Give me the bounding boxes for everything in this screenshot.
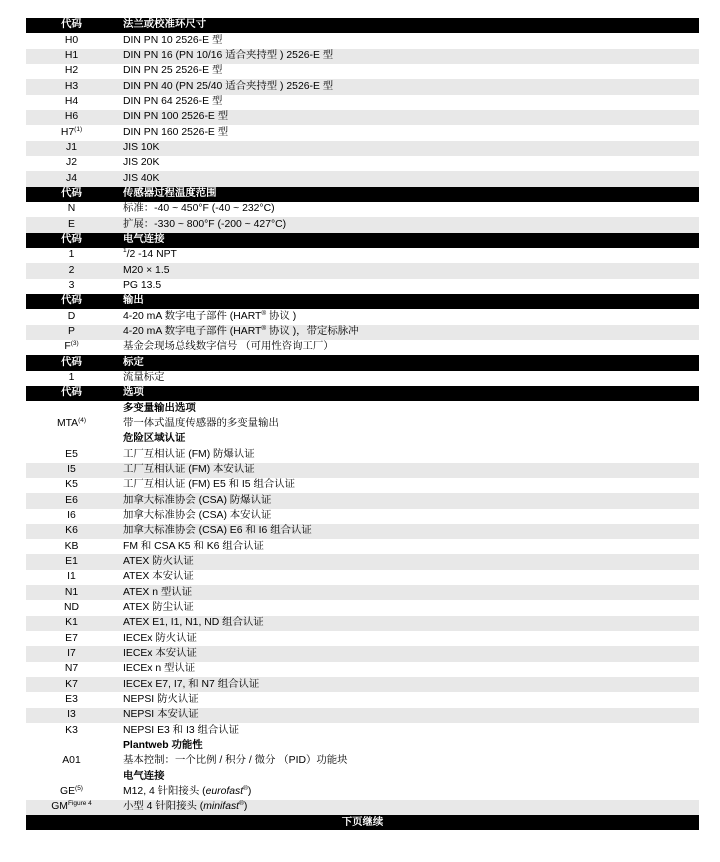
table-row [26,509,699,524]
table-row [26,141,699,156]
code-cell [26,281,117,291]
code-text: ND [63,601,79,613]
code-text: J1 [66,142,77,154]
description-text: 带一体式温度传感器的多变量输出 [123,417,279,429]
description-cell [117,82,699,92]
code-cell [26,802,117,812]
description-text: JIS 20K [123,157,160,169]
code-text: E1 [65,555,78,567]
description-cell [117,373,699,383]
code-cell [26,235,117,245]
code-cell [26,664,117,674]
description-tail: ) [247,785,252,797]
code-text: 3 [68,280,75,292]
table-row [26,600,699,615]
description-text: 加拿大标准协会 (CSA) E6 和 I6 组合认证 [123,525,312,537]
description-text: DIN PN 100 2526-E 型 [123,111,229,123]
description-cell [117,664,699,674]
description-text: 工厂互相认证 (FM) E5 和 I5 组合认证 [123,479,296,491]
table-row [26,202,699,217]
description-text: ATEX 本安认证 [123,571,194,583]
description-cell [117,220,699,230]
description-cell [117,480,699,490]
code-text: E [68,218,75,230]
table-row [26,171,699,186]
description-text: DIN PN 25 2526-E 型 [123,65,223,77]
description-cell [117,784,699,797]
description-text: IECEx n 型认证 [123,663,196,675]
description-text: 4-20 mA 数字电子部件 (HART [123,310,262,322]
table-row [26,217,699,232]
description-text: 工厂互相认证 (FM) 防爆认证 [123,448,255,460]
code-text: D [67,310,76,322]
code-text: J4 [66,172,77,184]
code-text: 代码 [61,387,82,399]
code-cell [26,358,117,368]
table-row [26,110,699,125]
code-cell [26,588,117,598]
code-cell [26,51,117,61]
code-cell [26,465,117,475]
code-text: J2 [66,157,77,169]
section-header-row [26,233,699,248]
description-cell [117,20,699,30]
code-text: N [67,203,76,215]
code-cell [26,603,117,613]
section-header-row [26,386,699,401]
table-row [26,447,699,462]
code-text: K5 [65,479,78,491]
table-row [26,708,699,723]
code-cell [26,496,117,506]
description-text: NEPSI E3 和 I3 组合认证 [123,724,240,736]
code-cell [26,189,117,199]
section-header-row [26,355,699,370]
table-row [26,95,699,110]
description-text: 扩展：-330 ~ 800°F (-200 ~ 427°C) [123,218,287,230]
description-text: 电气连接 [123,234,165,246]
description-text: DIN PN 40 (PN 25/40 适合夹持型 ) 2526-E 型 [123,80,334,92]
code-cell [26,373,117,383]
code-text: H2 [64,65,79,77]
description-text: 标准：-40 ~ 450°F (-40 ~ 232°C) [123,203,275,215]
table-row [26,309,699,324]
code-text: GE [60,785,76,797]
table-row [26,33,699,48]
description-text: PG 13.5 [123,280,162,292]
table-row [26,125,699,140]
section-header-row [26,187,699,202]
code-cell [26,342,117,352]
code-text: 1 [68,249,75,261]
description-text: 基本控制：一个比例 / 积分 / 微分 （PID）功能块 [123,755,348,767]
description-cell [117,66,699,76]
code-text: I5 [67,463,76,475]
subsection-row [26,432,699,447]
description-text: 加拿大标准协会 (CSA) 防爆认证 [123,494,272,506]
table-row [26,493,699,508]
section-header-row [26,18,699,33]
description-cell [117,204,699,214]
code-footnote: (5) [75,784,83,792]
description-cell [117,281,699,291]
description-text: IECEx E7, I7, 和 N7 组合认证 [123,678,260,690]
code-cell [26,511,117,521]
table-row [26,554,699,569]
description-text: M20 × 1.5 [123,264,170,276]
code-cell [26,250,117,260]
description-cell [117,342,699,352]
description-text: 电气连接 [123,770,165,782]
code-text: H7 [60,126,75,138]
description-cell [117,97,699,107]
code-cell [26,557,117,567]
description-tail: 协议 )，带定标脉冲 [266,326,359,338]
code-cell [26,710,117,720]
code-cell [26,296,117,306]
description-text: 选项 [123,387,144,399]
code-cell [26,174,117,184]
registered-mark: ® [243,784,248,792]
code-text: P [68,326,75,338]
description-text: 流量标定 [123,372,165,383]
code-text: 代码 [61,234,82,246]
description-cell [117,158,699,168]
code-footnote: Figure 4 [67,800,92,808]
subsection-row [26,401,699,416]
connector-brand: eurofast [205,785,244,797]
code-text: N7 [64,663,79,675]
description-cell [117,51,699,61]
subsection-row [26,769,699,784]
table-row [26,279,699,294]
code-footnote: (1) [74,125,83,133]
registered-mark: ® [261,309,267,317]
code-cell [26,66,117,76]
description-cell [117,756,699,766]
code-cell [26,618,117,628]
code-cell [26,158,117,168]
code-cell [26,726,117,736]
description-cell [117,189,699,199]
code-cell [26,572,117,582]
code-cell [26,143,117,153]
table-row [26,79,699,94]
code-cell [26,695,117,705]
description-cell [117,603,699,613]
table-row [26,263,699,278]
description-text: DIN PN 10 2526-E 型 [123,34,223,46]
description-text: /2 -14 NPT [126,249,177,261]
table-row [26,723,699,738]
description-cell [117,266,699,276]
code-cell [26,327,117,337]
code-text: N1 [64,586,79,598]
subsection-row [26,738,699,753]
description-text: ATEX E1, I1, N1, ND 组合认证 [123,617,264,629]
description-cell [117,588,699,598]
code-text: E6 [65,494,78,506]
code-text: 代码 [61,188,82,200]
description-cell [117,36,699,46]
code-text: MTA [56,417,79,429]
description-text: DIN PN 160 2526-E 型 [123,126,229,138]
code-cell [26,204,117,214]
description-cell [117,772,699,782]
table-row [26,340,699,355]
connector-brand: minifast [203,801,240,813]
code-cell [26,450,117,460]
description-cell [117,112,699,122]
code-cell [26,97,117,107]
code-cell [26,784,117,797]
description-cell [117,296,699,306]
description-cell [117,358,699,368]
code-text: E3 [65,693,78,705]
description-cell [117,496,699,506]
description-text: NEPSI 防火认证 [123,693,199,705]
code-cell [26,526,117,536]
code-text: I3 [67,709,76,721]
table-row [26,677,699,692]
code-cell [26,634,117,644]
description-text: 4-20 mA 数字电子部件 (HART [123,326,262,338]
description-text: 法兰或校准环尺寸 [123,19,207,31]
description-text: FM 和 CSA K5 和 K6 组合认证 [123,540,264,552]
code-text: H3 [64,80,79,92]
description-cell [117,327,699,337]
description-cell [117,634,699,644]
code-text: A01 [62,755,81,767]
code-cell [26,82,117,92]
table-row [26,248,699,263]
description-cell [117,419,699,429]
code-text: K1 [65,617,78,629]
code-cell [26,266,117,276]
code-text: I6 [67,509,76,521]
description-text: 加拿大标准协会 (CSA) 本安认证 [123,509,272,521]
code-text: KB [64,540,79,552]
description-text: NEPSI 本安认证 [123,709,199,721]
table-row [26,616,699,631]
code-cell [26,416,117,429]
continued-label: 下页继续 [341,816,384,828]
description-cell [117,618,699,628]
description-cell [117,802,699,812]
table-row [26,692,699,707]
description-cell [117,649,699,659]
code-text: GM [51,801,68,813]
description-cell [117,710,699,720]
description-cell [117,309,699,322]
description-cell [117,143,699,153]
description-text: 标定 [123,356,144,368]
code-text: 代码 [61,356,82,368]
description-cell [117,450,699,460]
code-cell [26,388,117,398]
section-header-row [26,294,699,309]
description-text: JIS 40K [123,172,160,184]
table-row [26,784,699,799]
description-cell [117,235,699,245]
fraction-numerator: 1 [123,247,127,255]
table-row [26,49,699,64]
description-cell [117,695,699,705]
description-text: 基金会现场总线数字信号 （可用性咨询工厂） [123,341,334,353]
table-row [26,478,699,493]
code-text: E5 [65,448,78,460]
table-row [26,646,699,661]
description-text: 输出 [123,295,144,307]
description-cell [117,511,699,521]
description-cell [117,388,699,398]
description-cell [117,404,699,414]
table-row [26,64,699,79]
table-row [26,371,699,386]
table-row [26,417,699,432]
code-cell [26,542,117,552]
code-text: K3 [65,724,78,736]
code-text: 1 [68,372,75,383]
description-cell [117,465,699,475]
code-text: K6 [65,525,78,537]
description-text: Plantweb 功能性 [123,739,203,751]
description-text: DIN PN 16 (PN 10/16 适合夹持型 ) 2526-E 型 [123,50,334,62]
description-tail: 协议 ) [266,310,297,322]
code-text: 2 [68,264,75,276]
description-text: IECEx 本安认证 [123,647,197,659]
description-text: JIS 10K [123,142,160,154]
table-row [26,800,699,815]
table-row [26,754,699,769]
table-row [26,156,699,171]
description-text: M12, 4 针阳接头 ( [123,785,206,797]
description-text: 传感器过程温度范围 [123,188,217,200]
description-text: ATEX n 型认证 [123,586,193,598]
code-cell [26,20,117,30]
table-row [26,631,699,646]
table-row [26,325,699,340]
code-cell [26,680,117,690]
table-row [26,524,699,539]
description-cell [117,572,699,582]
code-cell [26,125,117,138]
code-text: F [64,341,71,353]
table-row [26,539,699,554]
code-footnote: (3) [70,340,79,348]
code-text: E7 [65,632,78,644]
code-text: H4 [64,96,79,108]
table-row [26,662,699,677]
description-text: 多变量输出选项 [123,402,196,414]
code-text: H6 [64,111,79,123]
description-cell [117,741,699,751]
description-text: ATEX 防尘认证 [123,601,194,613]
code-cell [26,112,117,122]
description-text: IECEx 防火认证 [123,632,197,644]
description-cell [117,128,699,138]
table-row [26,570,699,585]
code-text: 代码 [61,19,82,31]
description-text: DIN PN 64 2526-E 型 [123,96,223,108]
description-text: 工厂互相认证 (FM) 本安认证 [123,463,255,475]
description-cell [117,434,699,444]
description-cell [117,557,699,567]
code-cell [26,312,117,322]
registered-mark: ® [239,800,244,808]
code-text: H0 [64,34,79,46]
code-cell [26,36,117,46]
description-cell [117,680,699,690]
code-text: K7 [65,678,78,690]
description-text: ATEX 防火认证 [123,555,194,567]
description-text: 小型 4 针阳接头 ( [123,801,204,813]
description-tail: ) [243,801,248,813]
code-footnote: (4) [78,416,87,424]
code-cell [26,480,117,490]
product-code-table [26,18,699,830]
table-row [26,585,699,600]
description-cell [117,247,699,261]
code-text: H1 [64,50,79,62]
code-text: I1 [67,571,76,583]
code-cell [26,649,117,659]
code-text: I7 [67,647,76,659]
description-cell [117,526,699,536]
description-cell [117,174,699,184]
description-cell [117,726,699,736]
description-text: 危险区域认证 [123,433,186,445]
table-row [26,463,699,478]
code-cell [26,756,117,766]
continued-footer [26,815,699,830]
description-cell [117,542,699,552]
registered-mark: ® [261,325,267,333]
code-text: 代码 [61,295,82,307]
code-cell [26,220,117,230]
